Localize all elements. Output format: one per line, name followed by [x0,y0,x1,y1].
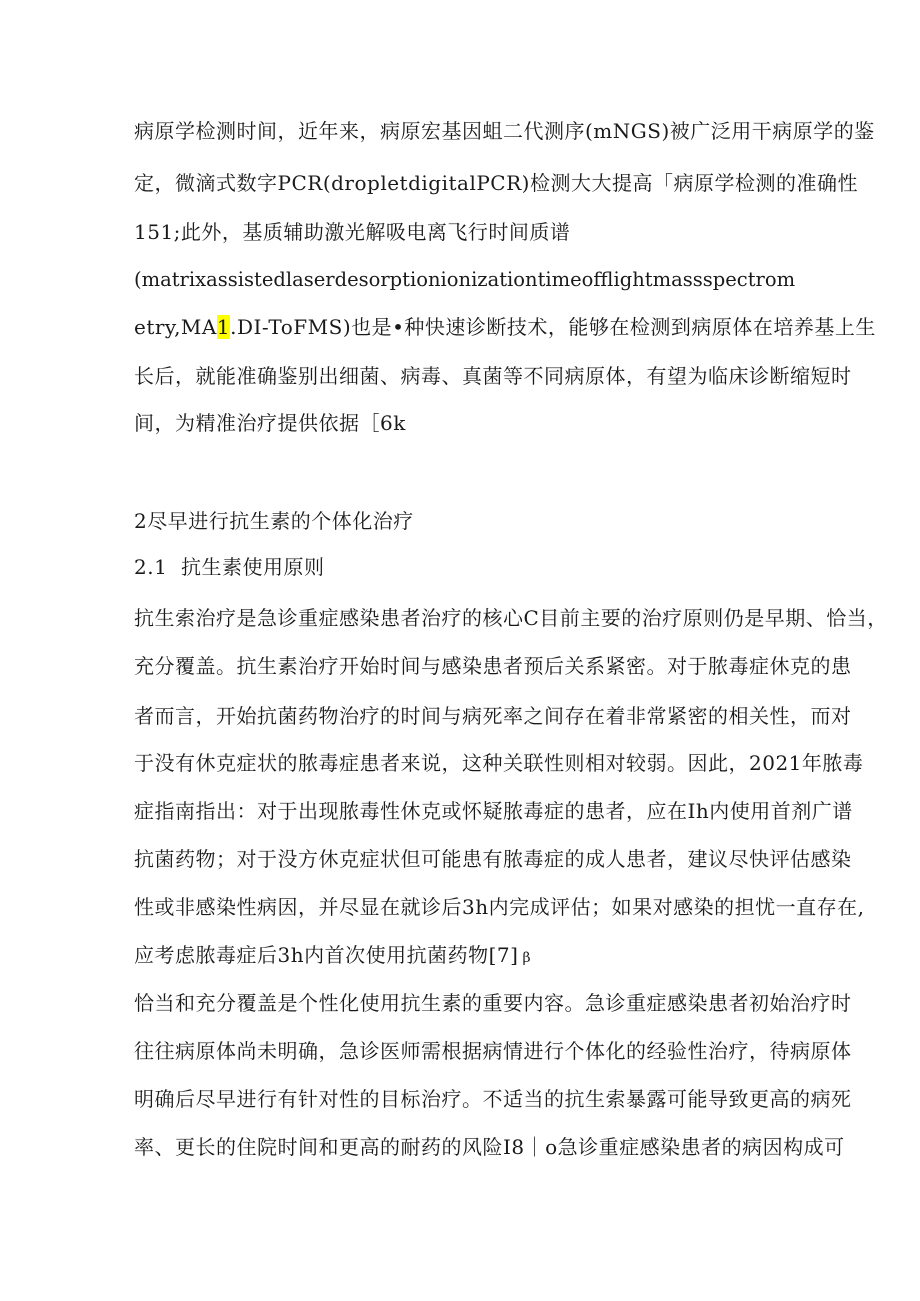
paragraph1-line3: 151;此外，基质辅助激光解吸电离飞行时间质谱 [134,220,571,244]
paragraph1-line5-before: etry,MA [134,315,217,339]
paragraph2-line6: 抗菌药物；对于没方休克症状但可能患有脓毒症的成人患者，建议尽快评估感染 [134,847,852,871]
paragraph1-line5-after: .DI-ToFMS)也是•种快速诊断技术，能够在检测到病原体在培养基上生 [230,315,876,339]
paragraph2-line8-suffix: β [522,950,532,966]
paragraph2-line2: 充分覆盖。抗生素治疗开始时间与感染患者预后关系紧密。对于脓毒症休克的患 [134,654,852,678]
paragraph1-line4: (matrixassistedlaserdesorptionionizationtimeofflightmassspectrom [134,268,796,291]
paragraph3-line3: 明确后尽早进行有针对性的目标治疗。不适当的抗生索暴露可能导致更高的病死 [134,1087,852,1111]
paragraph3-line1: 恰当和充分覆盖是个性化使用抗生素的重要内容。急诊重症感染患者初始治疗时 [134,991,852,1015]
paragraph1-line1: 病原学检测时间，近年来，病原宏基因蛆二代测序(mNGS)被广泛用干病原学的鉴 [134,119,875,143]
paragraph2-line7: 性或非感染性病因，并尽显在就诊后3h内完成评估；如果对感染的担忧一直存在, [134,895,865,919]
highlighted-text: 1 [216,315,231,339]
paragraph1-line5 [134,313,876,341]
paragraph2-line3: 者而言，开始抗菌药物治疗的时间与病死率之间存在着非常紧密的相关性，而对 [134,704,852,728]
paragraph2-line8-text: 应考虑脓毒症后3h内首次使用抗菌药物[7] [134,943,519,967]
paragraph3-line2: 往往病原体尚未明确，急诊医师需根据病情进行个体化的经验性治疗，待病原体 [134,1039,852,1063]
paragraph3-line4: 率、更长的住院时间和更高的耐药的风险I8｜o急诊重症感染患者的病因构成可 [134,1135,845,1159]
paragraph2-line5: 症指南指出：对于出现脓毒性休克或怀疑脓毒症的患者，应在Ih内使用首剂广谱 [134,799,853,823]
paragraph2-line1: 抗生索治疗是急诊重症感染患者治疗的核心C目前主要的治疗原则仍是早期、恰当， [134,606,888,630]
paragraph1-line2: 定，微滴式数字PCR(dropletdigitalPCR)检测大大提高「病原学检测的准确性 [134,171,858,195]
section-heading-2-1: 2.1 抗生素使用原则 [134,555,325,579]
paragraph2-line4: 于没有休克症状的脓毒症患者来说，这种关联性则相对较弱。因此，2021年脓毒 [134,751,864,775]
paragraph1-line6: 长后，就能准确鉴别出细菌、病毒、真菌等不同病原体，有望为临床诊断缩短时 [134,364,852,388]
paragraph1-line7: 间，为精准治疗提供依据［6k [134,411,406,435]
paragraph2-line8 [134,941,531,972]
section-heading-2: 2尽早进行抗生素的个体化治疗 [134,509,414,533]
